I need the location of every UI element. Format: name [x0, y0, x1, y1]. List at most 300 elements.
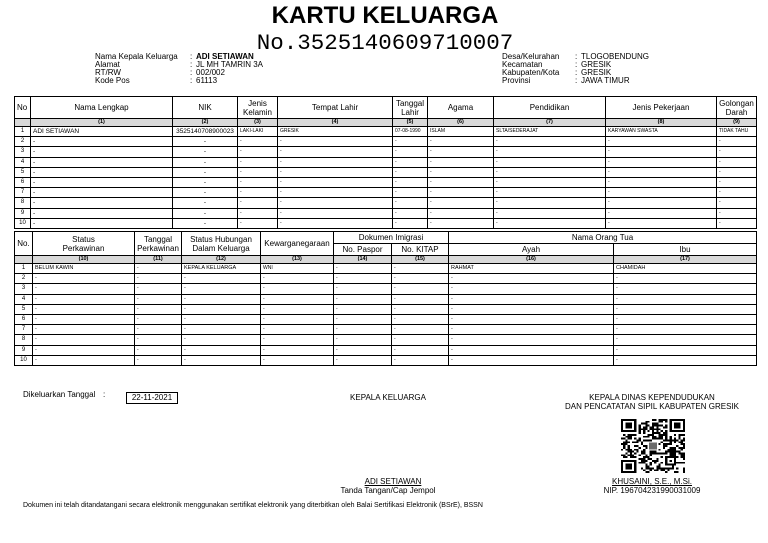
cell-nik: -: [173, 198, 238, 208]
cell-no: 5: [15, 167, 31, 177]
cell-ayah: RAHMAT: [449, 264, 614, 274]
qr-code: [621, 419, 685, 473]
cell-kewarganegaraan: -: [261, 314, 334, 324]
cell-pendidikan: -: [494, 137, 606, 147]
info-separator: :: [575, 76, 578, 85]
cell-ayah: -: [449, 335, 614, 345]
cell-tanggal-perkawinan: -: [135, 335, 182, 345]
table-row: [15, 188, 757, 198]
cell-no: 10: [15, 355, 33, 365]
cell-jenis-kelamin: -: [238, 167, 278, 177]
cell-no-paspor: -: [334, 274, 392, 284]
cell-no-kitap: -: [392, 335, 449, 345]
cell-pendidikan: -: [494, 218, 606, 228]
cell-status-perkawinan: -: [33, 304, 135, 314]
cell-jenis-kelamin: -: [238, 188, 278, 198]
cell-tanggal-lahir: -: [393, 218, 428, 228]
cell-tempat-lahir: -: [278, 147, 393, 157]
table-header-row: [15, 232, 757, 244]
cell-no: 2: [15, 137, 31, 147]
cell-tempat-lahir: -: [278, 137, 393, 147]
cell-no-paspor: -: [334, 284, 392, 294]
cell-tanggal-perkawinan: -: [135, 304, 182, 314]
table-row: [15, 208, 757, 218]
cell-no: 7: [15, 325, 33, 335]
table-row: [15, 137, 757, 147]
column-number-jenis-pekerjaan: (8): [606, 119, 717, 127]
table-row: [15, 177, 757, 187]
cell-tanggal-lahir: -: [393, 188, 428, 198]
cell-no-kitap: -: [392, 325, 449, 335]
cell-ayah: -: [449, 284, 614, 294]
column-number-row: [15, 119, 757, 127]
cell-nama-lengkap: -: [31, 137, 173, 147]
cell-golongan-darah: -: [717, 198, 757, 208]
cell-tanggal-perkawinan: -: [135, 345, 182, 355]
rt-rw-value: 002/002: [196, 68, 225, 77]
cell-tempat-lahir: -: [278, 198, 393, 208]
cell-ibu: -: [614, 314, 757, 324]
column-number-ayah: (16): [449, 256, 614, 264]
province-value: JAWA TIMUR: [581, 76, 630, 85]
cell-no: 6: [15, 314, 33, 324]
cell-no: 4: [15, 294, 33, 304]
cell-nama-lengkap: -: [31, 147, 173, 157]
cell-nik: 3525140708900023: [173, 127, 238, 137]
cell-jenis-kelamin: -: [238, 147, 278, 157]
header-dokumen-imigrasi: Dokumen Imigrasi: [334, 232, 449, 244]
cell-kewarganegaraan: -: [261, 325, 334, 335]
cell-status-hubungan: -: [182, 304, 261, 314]
header-status-perkawinan: [33, 232, 135, 256]
cell-kewarganegaraan: -: [261, 355, 334, 365]
cell-jenis-kelamin: -: [238, 137, 278, 147]
cell-pendidikan: -: [494, 167, 606, 177]
cell-ibu: -: [614, 304, 757, 314]
header-pendidikan: Pendidikan: [494, 97, 606, 119]
cell-tanggal-lahir: -: [393, 198, 428, 208]
cell-tempat-lahir: -: [278, 177, 393, 187]
header-no-kitap: No. KITAP: [392, 244, 449, 256]
cell-jenis-pekerjaan: KARYAWAN SWASTA: [606, 127, 717, 137]
official-title-line1: KEPALA DINAS KEPENDUDUKAN: [589, 393, 715, 402]
cell-tanggal-lahir: -: [393, 137, 428, 147]
cell-pendidikan: -: [494, 157, 606, 167]
family-members-table-body: [15, 97, 757, 229]
header-nik: NIK: [173, 97, 238, 119]
cell-pendidikan: -: [494, 147, 606, 157]
cell-golongan-darah: -: [717, 157, 757, 167]
cell-ayah: -: [449, 274, 614, 284]
header-kewarganegaraan: Kewarganegaraan: [261, 232, 334, 256]
header-no: No.: [15, 232, 33, 256]
cell-golongan-darah: -: [717, 177, 757, 187]
column-number-agama: (6): [428, 119, 494, 127]
cell-status-hubungan: -: [182, 314, 261, 324]
cell-pendidikan: -: [494, 177, 606, 187]
postal-code-value: 61113: [196, 76, 218, 85]
cell-agama: -: [428, 177, 494, 187]
family-info-right: [502, 53, 649, 85]
cell-tanggal-perkawinan: -: [135, 325, 182, 335]
cell-no-kitap: -: [392, 355, 449, 365]
village-value: TLOGOBENDUNG: [581, 52, 650, 61]
cell-no: 4: [15, 157, 31, 167]
header-agama: Agama: [428, 97, 494, 119]
cell-status-hubungan: -: [182, 284, 261, 294]
issued-date-separator: :: [103, 390, 106, 399]
cell-no-kitap: -: [392, 304, 449, 314]
cell-jenis-pekerjaan: -: [606, 157, 717, 167]
cell-no-paspor: -: [334, 325, 392, 335]
cell-nama-lengkap: ADI SETIAWAN: [31, 127, 173, 137]
cell-tanggal-perkawinan: -: [135, 284, 182, 294]
cell-tempat-lahir: -: [278, 188, 393, 198]
cell-nama-lengkap: -: [31, 198, 173, 208]
table-row: [15, 167, 757, 177]
issued-date-value: 22-11-2021: [126, 392, 178, 404]
table-row: [15, 325, 757, 335]
rt-rw-label: RT/RW: [95, 68, 121, 77]
header-jenis-kelamin: Jenis Kelamin: [238, 97, 278, 119]
cell-no: 8: [15, 198, 31, 208]
cell-no: 1: [15, 264, 33, 274]
cell-status-perkawinan: -: [33, 294, 135, 304]
cell-status-perkawinan: BELUM KAWIN: [33, 264, 135, 274]
cell-nama-lengkap: -: [31, 218, 173, 228]
cell-tanggal-perkawinan: -: [135, 314, 182, 324]
cell-golongan-darah: -: [717, 218, 757, 228]
district-label: Kecamatan: [502, 60, 543, 69]
cell-tanggal-lahir: -: [393, 167, 428, 177]
cell-nik: -: [173, 157, 238, 167]
cell-ayah: -: [449, 314, 614, 324]
cell-kewarganegaraan: WNI: [261, 264, 334, 274]
cell-tanggal-perkawinan: -: [135, 274, 182, 284]
cell-nik: -: [173, 218, 238, 228]
cell-nama-lengkap: -: [31, 177, 173, 187]
cell-golongan-darah: -: [717, 137, 757, 147]
official-signature-name: [552, 477, 752, 486]
cell-golongan-darah: -: [717, 147, 757, 157]
official-name: KHUSAINI, S.E., M.Si.: [611, 477, 692, 486]
cell-ayah: -: [449, 345, 614, 355]
cell-status-hubungan: -: [182, 325, 261, 335]
civil-status-table: [14, 231, 757, 366]
cell-agama: -: [428, 147, 494, 157]
cell-status-perkawinan: -: [33, 284, 135, 294]
table-row: [15, 218, 757, 228]
cell-status-perkawinan: -: [33, 325, 135, 335]
cell-agama: -: [428, 167, 494, 177]
table-row: [15, 264, 757, 274]
cell-ibu: CHAMIDAH: [614, 264, 757, 274]
column-number-jenis-kelamin: (3): [238, 119, 278, 127]
table-row: [15, 284, 757, 294]
cell-jenis-pekerjaan: -: [606, 137, 717, 147]
header-tanggal-lahir: Tanggal Lahir: [393, 97, 428, 119]
cell-tanggal-lahir: -: [393, 157, 428, 167]
cell-pendidikan: -: [494, 188, 606, 198]
header-jenis-pekerjaan: Jenis Pekerjaan: [606, 97, 717, 119]
cell-golongan-darah: TIDAK TAHU: [717, 127, 757, 137]
info-separator: :: [190, 76, 193, 85]
cell-nik: -: [173, 177, 238, 187]
cell-agama: -: [428, 137, 494, 147]
document-title: KARTU KELUARGA: [271, 2, 499, 29]
column-number-tanggal-lahir: (5): [393, 119, 428, 127]
cell-golongan-darah: -: [717, 208, 757, 218]
header-nama-lengkap: Nama Lengkap: [31, 97, 173, 119]
cell-tanggal-lahir: -: [393, 208, 428, 218]
civil-status-table-body: [15, 232, 757, 366]
cell-jenis-pekerjaan: -: [606, 167, 717, 177]
column-number-no: [15, 256, 33, 264]
address-label: Alamat: [95, 60, 120, 69]
cell-ibu: -: [614, 325, 757, 335]
info-separator: :: [190, 52, 193, 61]
regency-label: Kabupaten/Kota: [502, 68, 560, 77]
cell-status-hubungan: -: [182, 335, 261, 345]
column-number-row: [15, 256, 757, 264]
head-of-family-signature-name: [300, 477, 486, 486]
column-number-golongan-darah: (9): [717, 119, 757, 127]
cell-no-paspor: -: [334, 335, 392, 345]
cell-jenis-kelamin: -: [238, 198, 278, 208]
header-golongan-darah: Golongan Darah: [717, 97, 757, 119]
head-of-family-title: KEPALA KELUARGA: [350, 393, 426, 402]
cell-ibu: -: [614, 284, 757, 294]
table-row: [15, 294, 757, 304]
header-status-perkawinan-label: Status Perkawinan: [62, 234, 105, 253]
cell-status-perkawinan: -: [33, 314, 135, 324]
cell-ayah: -: [449, 294, 614, 304]
cell-ayah: -: [449, 355, 614, 365]
cell-no-kitap: -: [392, 314, 449, 324]
column-number-no-kitap: (15): [392, 256, 449, 264]
column-number-status-hubungan: (12): [182, 256, 261, 264]
cell-kewarganegaraan: -: [261, 294, 334, 304]
cell-status-perkawinan: -: [33, 335, 135, 345]
cell-agama: -: [428, 157, 494, 167]
official-title-line2: DAN PENCATATAN SIPIL KABUPATEN GRESIK: [565, 402, 739, 411]
table-row: [15, 274, 757, 284]
cell-nik: -: [173, 167, 238, 177]
table-row: [15, 335, 757, 345]
cell-no: 1: [15, 127, 31, 137]
cell-jenis-kelamin: -: [238, 208, 278, 218]
postal-code-row: [95, 77, 263, 85]
province-label: Provinsi: [502, 76, 531, 85]
cell-agama: -: [428, 188, 494, 198]
header-nama-orang-tua: Nama Orang Tua: [449, 232, 757, 244]
official-title: [542, 393, 762, 411]
cell-status-hubungan: -: [182, 294, 261, 304]
cell-nama-lengkap: -: [31, 188, 173, 198]
cell-no-paspor: -: [334, 314, 392, 324]
regency-value: GRESIK: [581, 68, 612, 77]
cell-no: 7: [15, 188, 31, 198]
cell-ibu: -: [614, 345, 757, 355]
cell-status-perkawinan: -: [33, 274, 135, 284]
family-card-number: No.3525140609710007: [256, 30, 514, 56]
cell-ibu: -: [614, 355, 757, 365]
column-number-ibu: (17): [614, 256, 757, 264]
cell-no-paspor: -: [334, 304, 392, 314]
cell-agama: ISLAM: [428, 127, 494, 137]
official-nip: NIP. 196704231990031009: [603, 486, 701, 495]
district-value: GRESIK: [581, 60, 612, 69]
cell-golongan-darah: -: [717, 188, 757, 198]
cell-tempat-lahir: -: [278, 157, 393, 167]
family-members-table: [14, 96, 757, 229]
cell-kewarganegaraan: -: [261, 304, 334, 314]
cell-no: 3: [15, 147, 31, 157]
cell-ayah: -: [449, 325, 614, 335]
column-number-pendidikan: (7): [494, 119, 606, 127]
table-header-row: [15, 97, 757, 119]
cell-no: 2: [15, 274, 33, 284]
cell-kewarganegaraan: -: [261, 345, 334, 355]
cell-tempat-lahir: GRESIK: [278, 127, 393, 137]
column-number-nama-lengkap: (1): [31, 119, 173, 127]
village-label: Desa/Kelurahan: [502, 52, 560, 61]
cell-golongan-darah: -: [717, 167, 757, 177]
cell-kewarganegaraan: -: [261, 284, 334, 294]
cell-status-perkawinan: -: [33, 355, 135, 365]
cell-no-kitap: -: [392, 274, 449, 284]
table-row: [15, 147, 757, 157]
table-row: [15, 127, 757, 137]
table-row: [15, 345, 757, 355]
cell-jenis-pekerjaan: -: [606, 218, 717, 228]
info-separator: :: [190, 60, 193, 69]
cell-no-kitap: -: [392, 294, 449, 304]
head-of-family-value: ADI SETIAWAN: [196, 52, 254, 61]
cell-kewarganegaraan: -: [261, 335, 334, 345]
cell-jenis-pekerjaan: -: [606, 208, 717, 218]
info-separator: :: [575, 60, 578, 69]
address-value: JL MH TAMRIN 3A: [196, 60, 263, 69]
column-number-tanggal-perkawinan: (11): [135, 256, 182, 264]
cell-tanggal-perkawinan: -: [135, 264, 182, 274]
header-tempat-lahir: Tempat Lahir: [278, 97, 393, 119]
cell-jenis-kelamin: -: [238, 177, 278, 187]
issued-date-label: Dikeluarkan Tanggal: [23, 390, 96, 399]
cell-nik: -: [173, 188, 238, 198]
cell-no-kitap: -: [392, 264, 449, 274]
cell-nama-lengkap: -: [31, 208, 173, 218]
column-number-status-perkawinan: (10): [33, 256, 135, 264]
header-ibu: Ibu: [614, 244, 757, 256]
cell-ibu: -: [614, 294, 757, 304]
cell-tempat-lahir: -: [278, 218, 393, 228]
head-of-family-label: Nama Kepala Keluarga: [95, 52, 178, 61]
header-ayah: Ayah: [449, 244, 614, 256]
cell-no-paspor: -: [334, 294, 392, 304]
column-number-no: [15, 119, 31, 127]
info-separator: :: [575, 68, 578, 77]
cell-pendidikan: SLTA/SEDERAJAT: [494, 127, 606, 137]
cell-tempat-lahir: -: [278, 167, 393, 177]
electronic-signature-disclaimer: Dokumen ini telah ditandatangani secara elektronik menggunakan sertifikat elektronik yang diterbitkan oleh Balai Sertifikasi Elektronik (BSrE), BSSN: [23, 502, 483, 509]
cell-tanggal-lahir: 07-08-1990: [393, 127, 428, 137]
cell-nama-lengkap: -: [31, 157, 173, 167]
cell-nik: -: [173, 147, 238, 157]
cell-agama: -: [428, 198, 494, 208]
cell-status-hubungan: KEPALA KELUARGA: [182, 264, 261, 274]
cell-tempat-lahir: -: [278, 208, 393, 218]
cell-jenis-kelamin: LAKI-LAKI: [238, 127, 278, 137]
family-info-left: [95, 53, 263, 85]
table-row: [15, 314, 757, 324]
cell-no: 5: [15, 304, 33, 314]
cell-nik: -: [173, 137, 238, 147]
info-separator: :: [190, 68, 193, 77]
cell-nik: -: [173, 208, 238, 218]
table-row: [15, 355, 757, 365]
table-row: [15, 304, 757, 314]
postal-code-label: Kode Pos: [95, 76, 130, 85]
cell-tanggal-perkawinan: -: [135, 294, 182, 304]
cell-jenis-pekerjaan: -: [606, 188, 717, 198]
cell-no: 3: [15, 284, 33, 294]
cell-kewarganegaraan: -: [261, 274, 334, 284]
cell-no: 8: [15, 335, 33, 345]
header-status-hubungan: Status Hubungan Dalam Keluarga: [182, 232, 261, 256]
cell-no-paspor: -: [334, 345, 392, 355]
column-number-no-paspor: (14): [334, 256, 392, 264]
cell-jenis-pekerjaan: -: [606, 147, 717, 157]
cell-agama: -: [428, 208, 494, 218]
table-row: [15, 198, 757, 208]
cell-status-hubungan: -: [182, 345, 261, 355]
cell-no: 9: [15, 345, 33, 355]
column-number-kewarganegaraan: (13): [261, 256, 334, 264]
header-tanggal-perkawinan: Tanggal Perkawinan: [135, 232, 182, 256]
cell-status-hubungan: -: [182, 274, 261, 284]
cell-no: 6: [15, 177, 31, 187]
info-separator: :: [575, 52, 578, 61]
header-no-paspor: No. Paspor: [334, 244, 392, 256]
column-number-tempat-lahir: (4): [278, 119, 393, 127]
column-number-nik: (2): [173, 119, 238, 127]
cell-pendidikan: -: [494, 198, 606, 208]
head-of-family-name: ADI SETIAWAN: [364, 477, 422, 486]
cell-no-kitap: -: [392, 284, 449, 294]
cell-tanggal-lahir: -: [393, 177, 428, 187]
cell-nama-lengkap: -: [31, 167, 173, 177]
cell-status-perkawinan: -: [33, 345, 135, 355]
cell-agama: -: [428, 218, 494, 228]
province-row: [502, 77, 649, 85]
cell-ibu: -: [614, 335, 757, 345]
cell-no-paspor: -: [334, 355, 392, 365]
cell-no-paspor: -: [334, 264, 392, 274]
header-no: No: [15, 97, 31, 119]
emblem-icon: [649, 443, 657, 450]
table-row: [15, 157, 757, 167]
cell-no-kitap: -: [392, 345, 449, 355]
cell-no: 10: [15, 218, 31, 228]
cell-pendidikan: -: [494, 208, 606, 218]
cell-jenis-pekerjaan: -: [606, 198, 717, 208]
cell-ayah: -: [449, 304, 614, 314]
cell-jenis-pekerjaan: -: [606, 177, 717, 187]
cell-tanggal-perkawinan: -: [135, 355, 182, 365]
cell-ibu: -: [614, 274, 757, 284]
cell-jenis-kelamin: -: [238, 157, 278, 167]
